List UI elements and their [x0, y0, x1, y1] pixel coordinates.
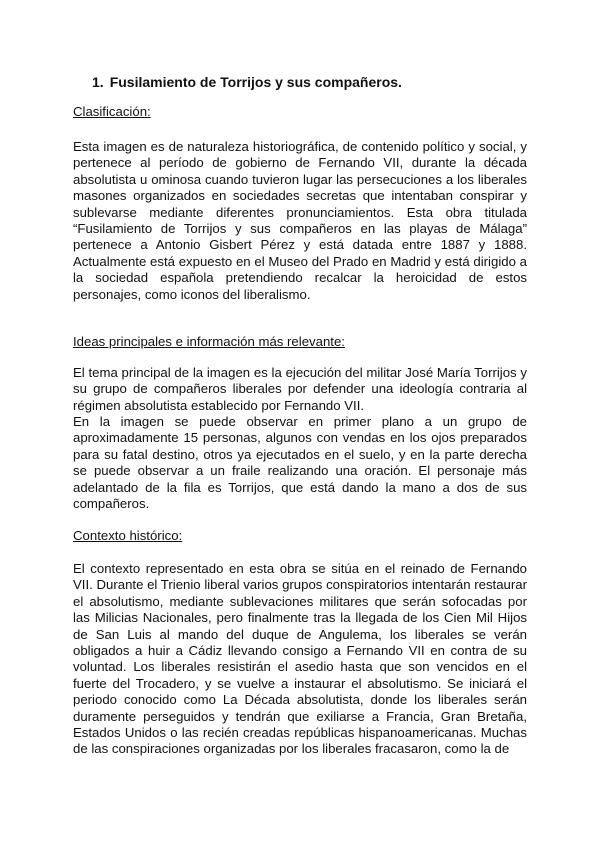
title-number: 1. — [92, 74, 104, 90]
title-text: Fusilamiento de Torrijos y sus compañeros. — [109, 74, 402, 90]
paragraph-tema-principal: El tema principal de la imagen es la ejecución del militar José María Torrijos y su grupo de compañeros liberales por defender una ideología contraria al régimen absolutista establecido por Fernando VII. — [73, 365, 527, 413]
paragraph-descripcion-imagen: En la imagen se puede observar en primer plano a un grupo de aproximadamente 15 personas, algunos con vendas en los ojos preparados para su fatal destino, otros ya ejecutados en el suelo, y en la parte derecha se puede observar a un fraile realizando una oración. El personaje más adelantado de la fila es Torrijos, que está dando la mano a dos de sus compañeros. — [73, 414, 527, 512]
paragraph-contexto: El contexto representado en esta obra se sitúa en el reinado de Fernando VII. Durante el Trienio liberal varios grupos conspiratorios intentarán restaurar el absolutismo, mediante sublevaciones militares que serán sofocadas por las Milicias Nacionales, pero finalmente tras la llegada de los Cien Mil Hijos de San Luis al mando del duque de Angulema, los liberales se verán obligados a huir a Cádiz llevando consigo a Fernando VII en contra de su voluntad. Los liberales resistirán el asedio hasta que son vencidos en el fuerte del Trocadero, y se vuelve a instaurar el absolutismo. Se iniciará el periodo conocido como La Década absolutista, donde los liberales serán duramente perseguidos y tendrán que exiliarse a Francia, Gran Bretaña, Estados Unidos o las recién creadas repúblicas hispanoamericanas. Muchas de las conspiraciones organizadas por los liberales fracasaron, como la de — [73, 561, 527, 757]
heading-ideas-principales: Ideas principales e información más relevante: — [73, 334, 345, 349]
heading-clasificacion: Clasificación: — [73, 104, 151, 119]
heading-contexto-historico: Contexto histórico: — [73, 528, 183, 543]
paragraph-clasificacion: Esta imagen es de naturaleza historiográfica, de contenido político y social, y pertenece al período de gobierno de Fernando VII, durante la década absolutista u ominosa cuando tuvieron lugar las persecuciones a los liberales masones organizados en sociedades secretas que intentaban conspirar y sublevarse mediante diferentes pronunciamientos. Esta obra titulada “Fusilamiento de Torrijos y sus compañeros en las playas de Málaga” pertenece a Antonio Gisbert Pérez y está datada entre 1887 y 1888. Actualmente está expuesto en el Museo del Prado en Madrid y está dirigido a la sociedad española pretendiendo recalcar la heroicidad de estos personajes, como iconos del liberalismo. — [73, 139, 527, 302]
document-title — [92, 73, 402, 91]
